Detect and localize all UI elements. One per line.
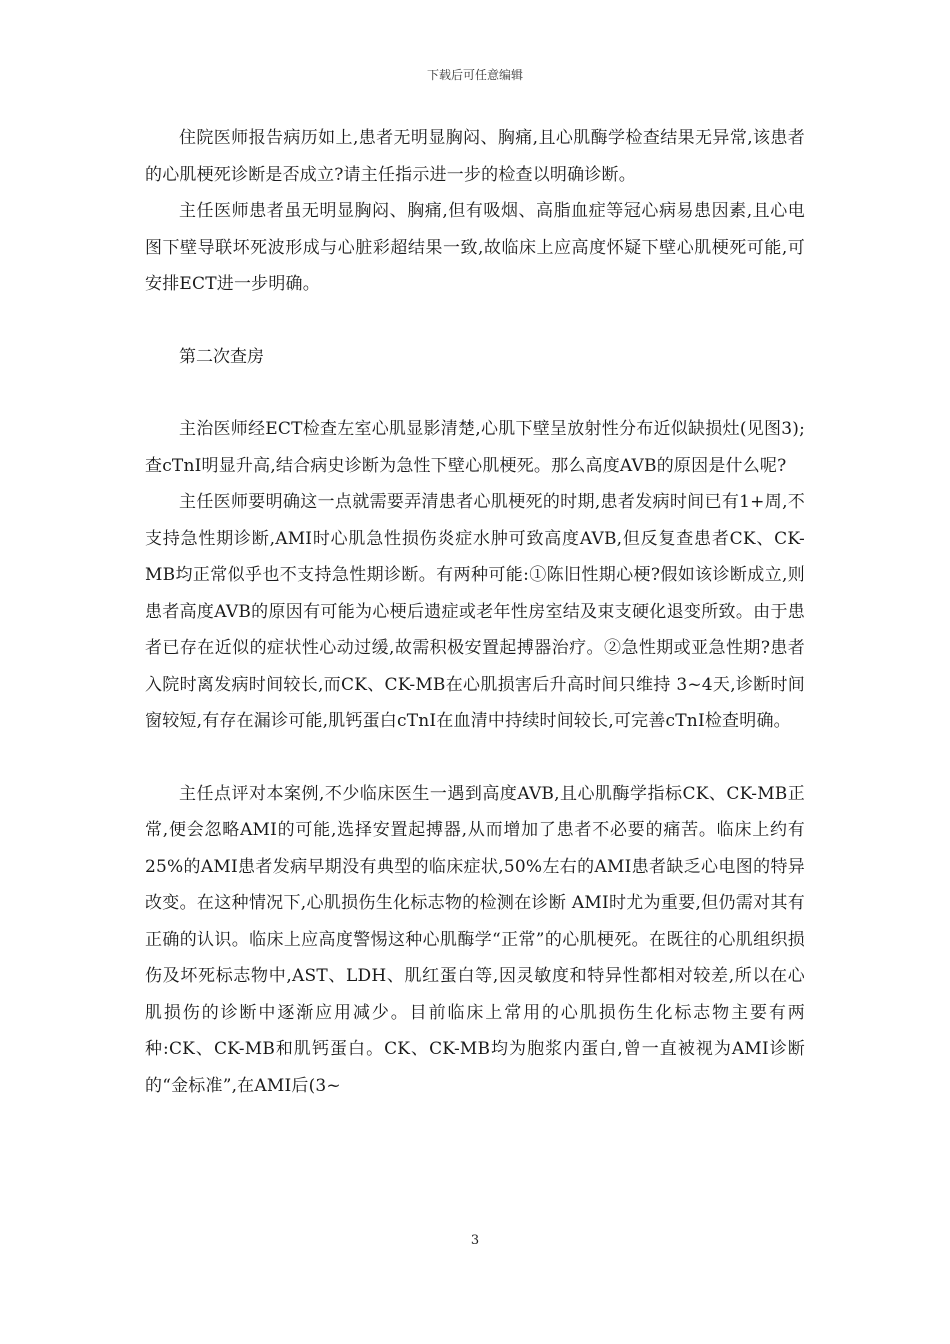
paragraph-attending-ect: 主治医师经ECT检查左室心肌显影清楚,心肌下壁呈放射性分布近似缺损灶(见图3);查cTnI明显升高,结合病史诊断为急性下壁心肌梗死。那么高度AVB的原因是什么呢? [145,419,805,476]
paragraph-chief-comment: 主任点评对本案例,不少临床医生一遇到高度AVB,且心肌酶学指标CK、CK-MB正常,便会忽略AMI的可能,选择安置起搏器,从而增加了患者不必要的痛苦。临床上约有25%的AMI患者发病早期没有典型的临床症状,50%左右的AMI患者缺乏心电图的特异改变。在这种情况下,心肌损伤生化标志物的检测在诊断 AMI时尤为重要,但仍需对其有正确的认识。临床上应高度警惕这种心肌酶学“正常”的心肌梗死。在既往的心肌组织损伤及坏死标志物中,AST、LDH、肌红蛋白等,因灵敏度和特异性都相对较差,所以在心肌损伤的诊断中逐渐应用减少。目前临床上常用的心肌损伤生化标志物主要有两种:CK、CK-MB和肌钙蛋白。CK、CK-MB均为胞浆内蛋白,曾一直被视为AMI诊断的“金标准”,在AMI后(3~ [145,783,805,1096]
spacer [145,375,805,411]
spacer [145,303,805,339]
spacer [145,740,805,776]
section-heading-second-round: 第二次查房 [179,346,264,367]
page-number: 3 [470,1233,480,1248]
paragraph-chief-opinion-2: 主任医师要明确这一点就需要弄清患者心肌梗死的时期,患者发病时间已有1+周,不支持急性期诊断,AMI时心肌急性损伤炎症水肿可致高度AVB,但反复查患者CK、CK-MB均正常似乎也不支持急性期诊断。有两种可能:①陈旧性期心梗?假如该诊断成立,则患者高度AVB的原因有可能为心梗后遗症或老年性房室结及束支硬化退变所致。由于患者已存在近似的症状性心动过缓,故需积极安置起搏器治疗。②急性期或亚急性期?患者入院时离发病时间较长,而CK、CK-MB在心肌损害后升高时间只维持 3~4天,诊断时间窗较短,有存在漏诊可能,肌钙蛋白cTnI在血清中持续时间较长,可完善cTnI检查明确。 [145,492,805,731]
paragraph-resident-report: 住院医师报告病历如上,患者无明显胸闷、胸痛,且心肌酶学检查结果无异常,该患者的心肌梗死诊断是否成立?请主任指示进一步的检查以明确诊断。 [145,128,805,185]
paragraph-chief-opinion-1: 主任医师患者虽无明显胸闷、胸痛,但有吸烟、高脂血症等冠心病易患因素,且心电图下壁导联坏死波形成与心脏彩超结果一致,故临床上应高度怀疑下壁心肌梗死可能,可安排ECT进一步明确。 [145,201,805,294]
document-body [145,120,805,1104]
page-header: 下载后可任意编辑 [426,68,523,82]
